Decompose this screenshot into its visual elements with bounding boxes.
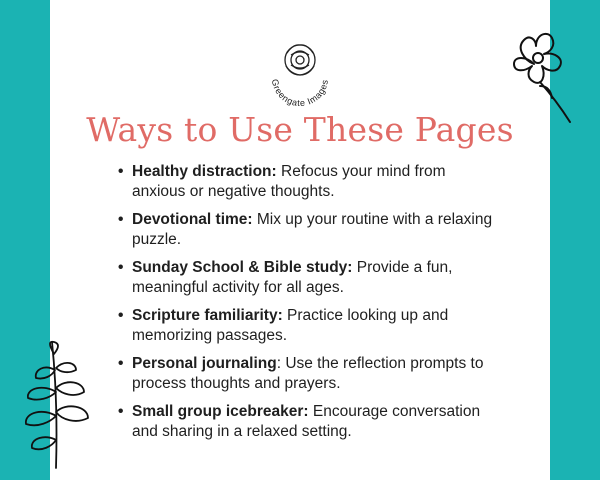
item-lead: Healthy distraction: [132, 163, 277, 180]
item-text: Mix up your routine with a relaxing puzzle. [132, 211, 493, 248]
item-text: Encourage conversation and sharing in a relaxed setting. [132, 403, 481, 440]
list-item [118, 402, 498, 441]
item-text: : Use the reflection prompts to process thoughts and prayers. [132, 355, 484, 392]
flower-doodle-icon [494, 24, 578, 128]
list-item [118, 354, 498, 393]
leaf-branch-doodle-icon [14, 340, 98, 470]
item-lead: Small group icebreaker: [132, 403, 309, 420]
list-item [118, 258, 498, 297]
list-item [118, 210, 498, 249]
item-lead: Sunday School & Bible study: [132, 259, 353, 276]
bullet-icon: • [118, 259, 124, 276]
rose-logo-icon [262, 36, 338, 112]
item-lead: Personal journaling [132, 355, 277, 372]
bullet-icon: • [118, 355, 124, 372]
brand-name: Greengate Images [269, 78, 331, 109]
item-text: Refocus your mind from anxious or negative thoughts. [132, 163, 446, 200]
bullet-icon: • [118, 163, 124, 180]
bullet-icon: • [118, 307, 124, 324]
item-lead: Scripture familiarity: [132, 307, 283, 324]
bullet-icon: • [118, 211, 124, 228]
bullet-icon: • [118, 403, 124, 420]
page-title: Ways to Use These Pages [86, 110, 514, 149]
usage-list [118, 162, 498, 450]
list-item [118, 162, 498, 201]
svg-text:Greengate Images [270, 78, 330, 108]
item-lead: Devotional time: [132, 211, 253, 228]
item-text: Provide a fun, meaningful activity for all ages. [132, 259, 453, 296]
item-text: Practice looking up and memorizing passages. [132, 307, 449, 344]
list-item [118, 306, 498, 345]
greengate-images-logo [262, 36, 338, 112]
